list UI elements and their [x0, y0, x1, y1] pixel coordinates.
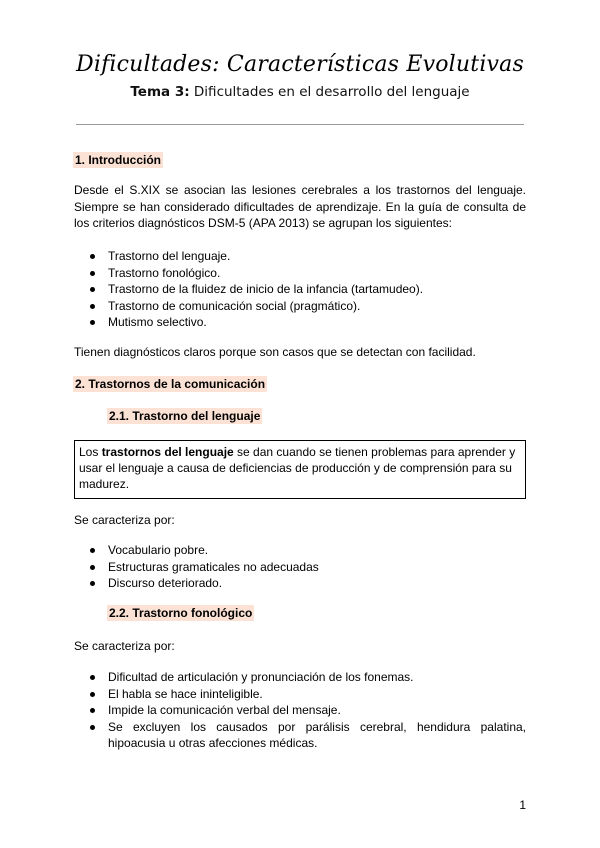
definition-prefix: Los [79, 445, 102, 459]
document-title: Dificultades: Características Evolutivas [76, 52, 524, 77]
intro-closing: Tienen diagnósticos claros porque son casos que se detectan con facilidad. [74, 345, 476, 359]
list-item: Trastorno del lenguaje. [74, 248, 526, 265]
header-divider [76, 124, 524, 125]
definition-text: se dan cuando se tienen problemas para aprender y usar el lenguaje a causa de deficiencias de producción y de comprensión para su madurez. [79, 445, 516, 491]
list-item: Trastorno fonológico. [74, 265, 526, 282]
list-item: El habla se hace ininteligible. [74, 686, 526, 703]
list-item: Mutismo selectivo. [74, 314, 526, 331]
list-item: Estructuras gramaticales no adecuadas [74, 559, 526, 576]
heading-trastornos-comunicacion: 2. Trastornos de la comunicación [75, 377, 266, 391]
phon-char-intro: Se caracteriza por: [74, 639, 175, 653]
definition-term: trastornos del lenguaje [101, 445, 234, 459]
heading-trastorno-lenguaje: 2.1. Trastorno del lenguaje [109, 409, 261, 423]
intro-paragraph: Desde el S.XIX se asocian las lesiones cerebrales a los trastornos del lenguaje. Siempre se han considerado dificultades de aprendizaje. En la guía de consulta de los criterios diagnósticos DSM-5 (APA 2013) se agrupan los siguientes: [74, 183, 526, 230]
phon-list [74, 669, 526, 752]
list-item: Trastorno de comunicación social (pragmático). [74, 298, 526, 315]
definition-box [74, 440, 526, 499]
list-item: Discurso deteriorado. [74, 575, 526, 592]
heading-introduccion: 1. Introducción [75, 153, 162, 167]
list-item: Vocabulario pobre. [74, 542, 526, 559]
subtitle-topic-name: Dificultades en el desarrollo del lenguaje [189, 84, 470, 100]
subtitle-topic-label: Tema 3: [130, 84, 190, 100]
document-subtitle [0, 84, 600, 100]
list-item: Dificultad de articulación y pronunciación de los fonemas. [74, 669, 526, 686]
lang-char-intro: Se caracteriza por: [74, 513, 175, 527]
page-number: 1 [519, 798, 526, 812]
lang-list [74, 542, 526, 592]
heading-trastorno-fonologico: 2.2. Trastorno fonológico [109, 606, 253, 620]
list-item: Se excluyen los causados por parálisis cerebral, hendidura palatina, hipoacusia u otras afecciones médicas. [74, 719, 526, 752]
list-item: Impide la comunicación verbal del mensaje. [74, 702, 526, 719]
intro-list [74, 248, 526, 331]
list-item: Trastorno de la fluidez de inicio de la infancia (tartamudeo). [74, 281, 526, 298]
